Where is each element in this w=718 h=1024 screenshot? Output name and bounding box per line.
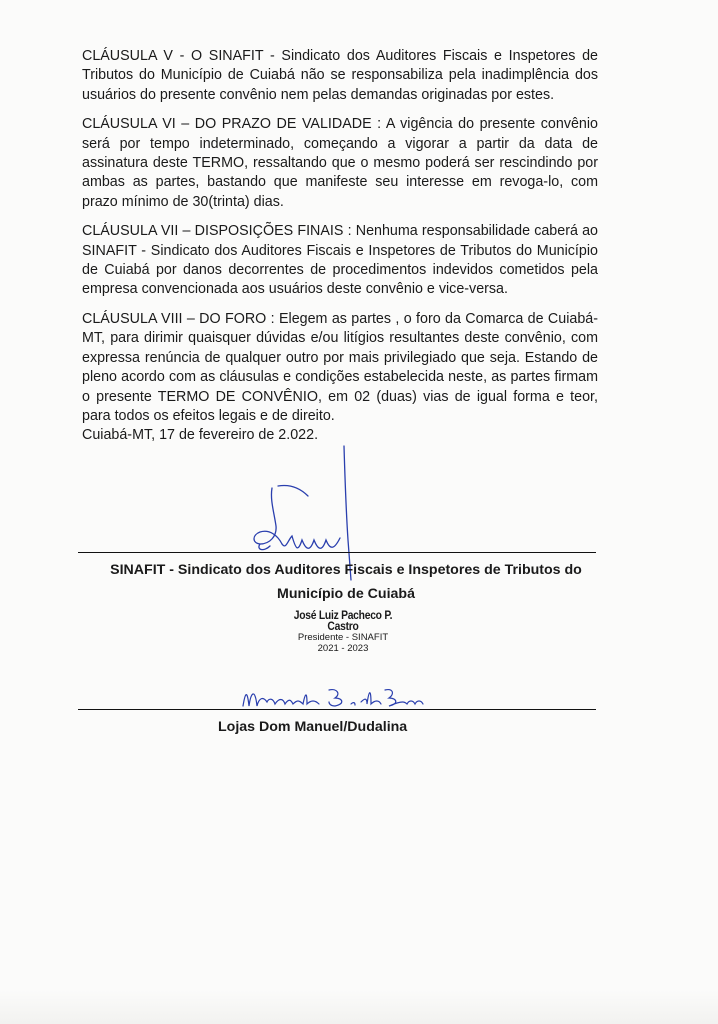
official-stamp	[268, 610, 418, 654]
document-date: Cuiabá-MT, 17 de fevereiro de 2.022.	[82, 427, 319, 443]
stamp-role: Presidente - SINAFIT	[297, 632, 389, 643]
clause-v: CLÁUSULA V - O SINAFIT - Sindicato dos Auditores Fiscais e Inspetores de Tributos do Município de Cuiabá não se responsabiliza pela inadimplência dos usuários do presente convênio nem pelas demandas originadas por estes.	[82, 48, 598, 103]
stamp-name: José Luiz Pacheco P. Castro	[293, 608, 393, 633]
clause-vi: CLÁUSULA VI – DO PRAZO DE VALIDADE : A vigência do presente convênio será por tempo indeterminado, começando a vigorar a partir da data de assinatura deste TERMO, ressaltando que o mesmo poderá ser rescindindo por ambas as partes, bastando que manifeste seu interesse em revoga-lo, com prazo mínimo de 30(trinta) dias.	[82, 116, 598, 210]
signatory-1-org-line-2: Município de Cuiabá	[277, 586, 415, 602]
clauses-section	[82, 47, 598, 436]
stamp-years: 2021 - 2023	[317, 643, 369, 654]
page-edge-shadow	[0, 990, 718, 1024]
signatory-1-org-line-1: SINAFIT - Sindicato dos Auditores Fiscais e Inspetores de Tributos do	[110, 562, 582, 578]
signatory-2-org: Lojas Dom Manuel/Dudalina	[218, 719, 408, 735]
clause-vii: CLÁUSULA VII – DISPOSIÇÕES FINAIS : Nenhuma responsabilidade caberá ao SINAFIT - Sindicato dos Auditores Fiscais e Inspetores de Tributos do Município de Cuiabá por danos decorrentes de procedimentos indevidos cometidos pela empresa convencionada aos usuários deste convênio e vice-versa.	[82, 223, 598, 298]
clause-viii: CLÁUSULA VIII – DO FORO : Elegem as partes , o foro da Comarca de Cuiabá-MT, para dirimir quaisquer dúvidas e/ou litígios resultantes deste convênio, com expressa renúncia de qualquer outro por mais privilegiado que seja. Estando de pleno acordo com as cláusulas e condições estabelecida neste, as partes firmam o presente TERMO DE CONVÊNIO, em 02 (duas) vias de igual forma e teor, para todos os efeitos legais e de direito.	[82, 310, 598, 424]
signature-line-1	[78, 552, 596, 553]
signature-line-2	[78, 709, 596, 710]
